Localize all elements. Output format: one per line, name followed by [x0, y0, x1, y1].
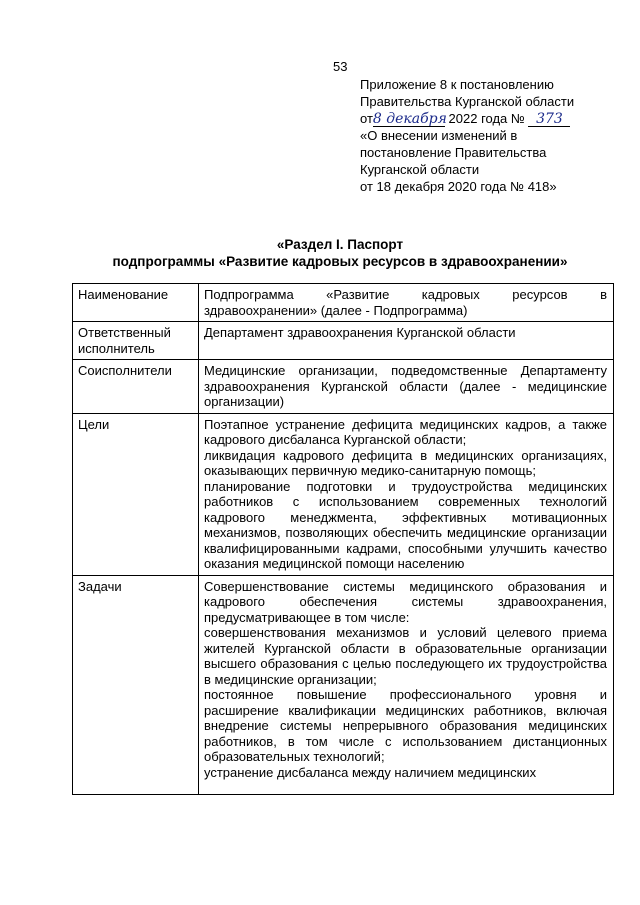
row-paragraph: постоянное повышение профессионального уровня и расширение квалификации медицинских работников, включая внедрение системы непрерывного образования медицинских работников, в том числе с использованием дистанционных образовательных технологий; [204, 687, 607, 764]
row-label: Задачи [73, 575, 199, 794]
section-title-line-1: «Раздел I. Паспорт [276, 237, 404, 252]
row-value [199, 575, 614, 794]
appendix-line-7: от 18 декабря 2020 года № 418» [360, 179, 557, 194]
appendix-block [360, 76, 630, 195]
date-suffix: 2022 года № [448, 111, 525, 126]
table-row [73, 575, 614, 794]
row-label: Ответственный исполнитель [73, 322, 199, 360]
table-row [73, 284, 614, 322]
appendix-line-6: Курганской области [360, 162, 480, 177]
section-title [60, 236, 620, 270]
row-paragraph: устранение дисбаланса между наличием медицинских [204, 764, 537, 780]
page-number: 53 [333, 59, 348, 74]
row-paragraph: ликвидация кадрового дефицита в медицинских организациях, оказывающих первичную медико-санитарную помощь; [204, 447, 607, 478]
row-paragraph: Подпрограмма «Развитие кадровых ресурсов в здравоохранении» (далее - Подпрограмма) [204, 287, 607, 318]
row-value [199, 360, 614, 414]
table-row [73, 322, 614, 360]
row-label: Цели [73, 413, 199, 575]
row-label: Соисполнители [73, 360, 199, 414]
date-prefix: от [360, 111, 373, 126]
appendix-line-4: «О внесении изменений в [360, 128, 518, 143]
table-row [73, 360, 614, 414]
appendix-line-2: Правительства Курганской области [360, 94, 575, 109]
appendix-line-1: Приложение 8 к постановлению [360, 77, 554, 92]
row-paragraph: Медицинские организации, подведомственные Департаменту здравоохранения Курганской области (далее - медицинские организации) [204, 363, 607, 409]
appendix-line-5: постановление Правительства [360, 145, 547, 160]
row-value [199, 413, 614, 575]
row-value [199, 284, 614, 322]
row-label: Наименование [73, 284, 199, 322]
row-paragraph: планирование подготовки и трудоустройства медицинских работников с использованием современных технологий кадрового менеджмента, эффективных мотивационных механизмов, позволяющих обеспечить медицинские организации квалифицированными кадрами, способными улучшить качество оказания медицинской помощи населению [204, 478, 607, 571]
row-value [199, 322, 614, 360]
row-paragraph: Совершенствование системы медицинского образования и кадрового обеспечения системы здравоохранения, предусматривающее в том числе: [204, 578, 607, 625]
section-title-line-2: подпрограммы «Развитие кадровых ресурсов в здравоохранении» [112, 254, 568, 269]
row-paragraph: совершенствования механизмов и условий целевого приема жителей Курганской области в образовательные организации высшего образования с целью последующего их трудоустройства в медицинские организации; [204, 625, 607, 687]
handwritten-number: 373 [536, 111, 563, 127]
handwritten-date: 8 декабря [372, 111, 447, 127]
appendix-date-line [360, 110, 630, 127]
row-paragraph: Поэтапное устранение дефицита медицинских кадров, а также кадрового дисбаланса Курганской области; [204, 416, 607, 447]
row-paragraph: Департамент здравоохранения Курганской области [204, 325, 516, 340]
table-row [73, 413, 614, 575]
passport-table [72, 283, 614, 795]
